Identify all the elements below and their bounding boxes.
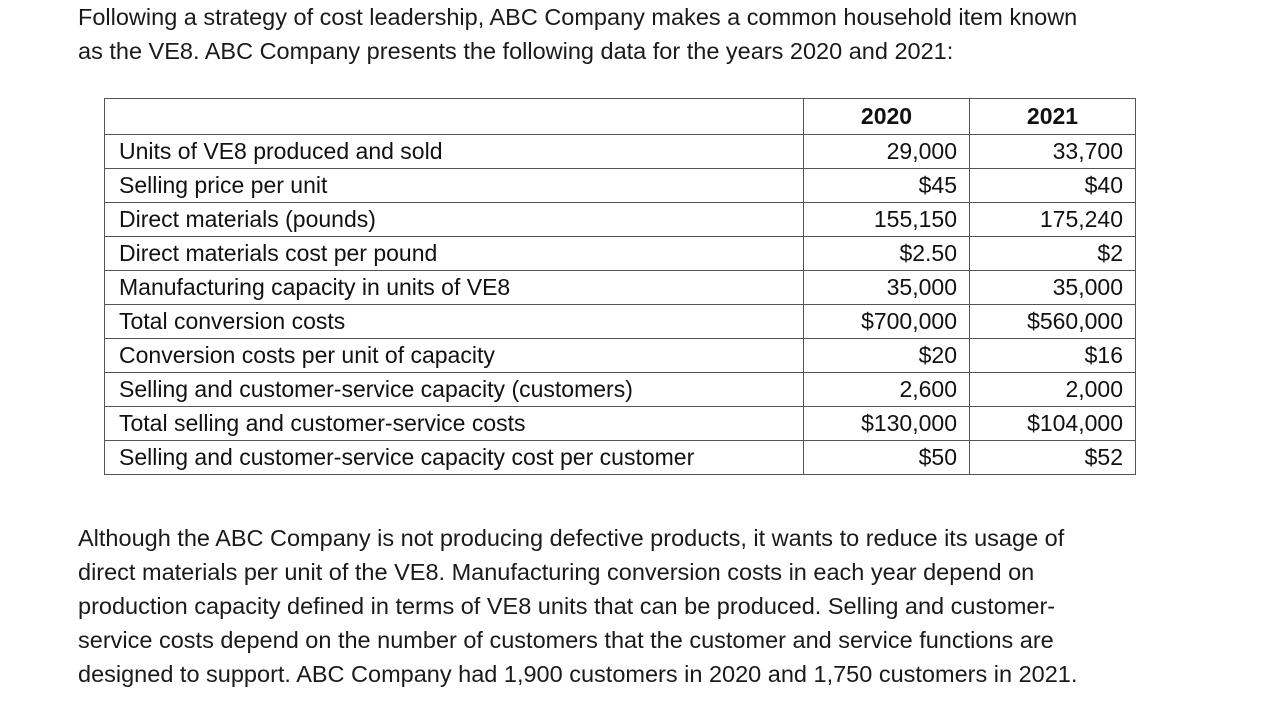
table-row [105,441,1136,475]
row-value-2020: 29,000 [804,135,970,169]
row-value-2020: $50 [804,441,970,475]
row-value-2021: $52 [970,441,1136,475]
intro-paragraph [78,0,1077,68]
row-label-cell: Units of VE8 produced and sold [105,135,804,169]
row-label-cell: Selling price per unit [105,169,804,203]
table-row [105,373,1136,407]
table-row [105,169,1136,203]
row-value-2021: 175,240 [970,203,1136,237]
row-value-2020: $700,000 [804,305,970,339]
row-value-2021: 33,700 [970,135,1136,169]
row-value-2021: $560,000 [970,305,1136,339]
row-value-2021: $2 [970,237,1136,271]
table-row [105,203,1136,237]
row-label-cell: Total conversion costs [105,305,804,339]
table-row [105,339,1136,373]
row-value-2020: 35,000 [804,271,970,305]
row-value-2021: 35,000 [970,271,1136,305]
row-value-2021: $16 [970,339,1136,373]
row-label-cell: Selling and customer-service capacity (customers) [105,373,804,407]
row-label-cell: Selling and customer-service capacity cost per customer [105,441,804,475]
intro-line: as the VE8. ABC Company presents the following data for the years 2020 and 2021: [78,38,954,64]
header-cell-label [105,99,804,135]
outro-line: production capacity defined in terms of VE8 units that can be produced. Selling and customer- [78,593,1056,619]
table-header-row [105,99,1136,135]
row-value-2020: $2.50 [804,237,970,271]
table-row [105,271,1136,305]
row-value-2021: $40 [970,169,1136,203]
row-label-cell: Conversion costs per unit of capacity [105,339,804,373]
row-value-2020: $20 [804,339,970,373]
outro-line: direct materials per unit of the VE8. Manufacturing conversion costs in each year depend on [78,559,1035,585]
row-label-cell: Direct materials cost per pound [105,237,804,271]
outro-line: Although the ABC Company is not producing defective products, it wants to reduce its usage of [78,525,1065,551]
row-value-2020: $45 [804,169,970,203]
table-row [105,407,1136,441]
row-label-cell: Manufacturing capacity in units of VE8 [105,271,804,305]
row-value-2021: 2,000 [970,373,1136,407]
outro-line: service costs depend on the number of customers that the customer and service functions are [78,627,1054,653]
table-row [105,237,1136,271]
header-cell-2021: 2021 [970,99,1136,135]
outro-line: designed to support. ABC Company had 1,900 customers in 2020 and 1,750 customers in 2021. [78,661,1078,687]
row-value-2020: 155,150 [804,203,970,237]
row-label-cell: Direct materials (pounds) [105,203,804,237]
header-cell-2020: 2020 [804,99,970,135]
table-row [105,305,1136,339]
data-table [104,98,1136,475]
row-value-2020: $130,000 [804,407,970,441]
table-row [105,135,1136,169]
outro-paragraph [78,521,1077,691]
row-value-2020: 2,600 [804,373,970,407]
row-value-2021: $104,000 [970,407,1136,441]
row-label-cell: Total selling and customer-service costs [105,407,804,441]
intro-line: Following a strategy of cost leadership, ABC Company makes a common household item known [78,4,1078,30]
data-table-body [105,99,1136,475]
